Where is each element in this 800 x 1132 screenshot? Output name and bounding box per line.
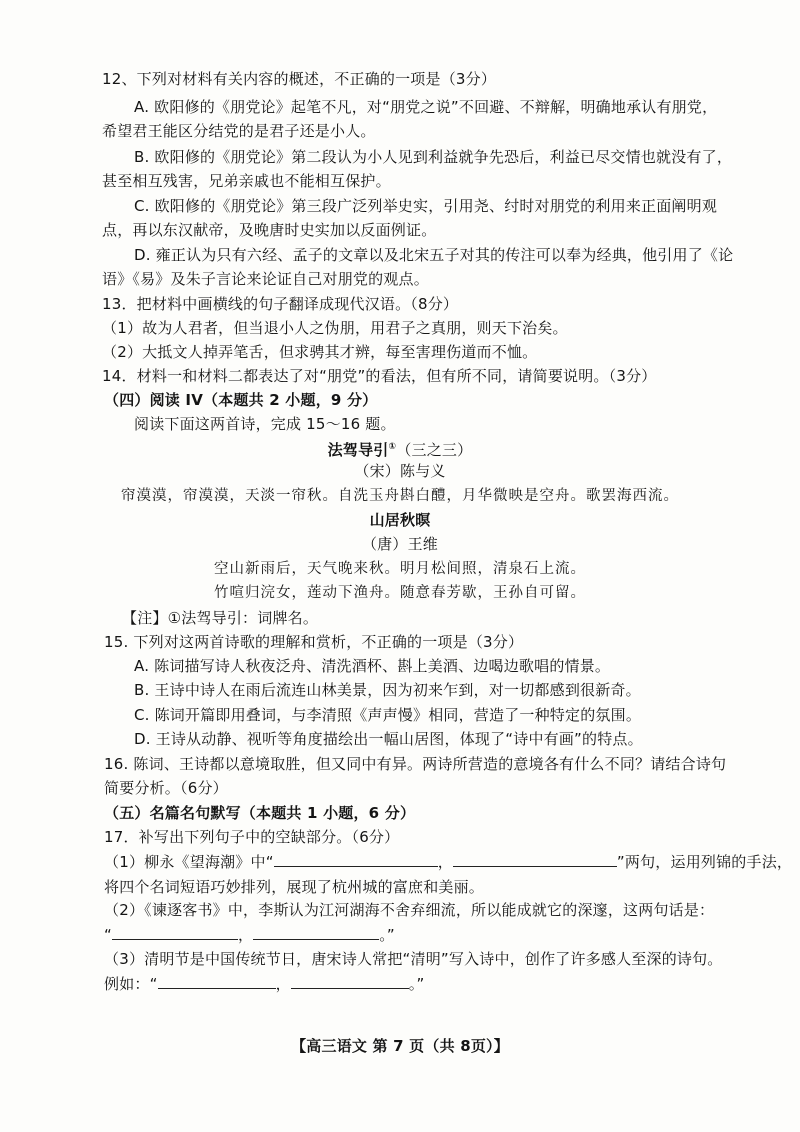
q17-stem: 17．补写出下列句子中的空缺部分。（6分）: [104, 828, 400, 846]
poem1-subtitle: （三之三）: [396, 441, 473, 459]
q16-line-1: 16. 陈词、王诗都以意境取胜，但又同中有异。两诗所营造的意境各有什么不同？请结合诗句: [104, 755, 727, 773]
q17-part2-comma: ，: [237, 926, 254, 944]
q17-part3-blank-2[interactable]: [291, 974, 409, 989]
q17-part2-line1: （2）《谏逐客书》中，李斯认为江河湖海不舍弃细流，所以能成就它的深邃，这两句话是：: [104, 901, 715, 919]
q15-option-d: D. 王诗从动静、视听等角度描绘出一幅山居图，体现了“诗中有画”的特点。: [134, 730, 643, 748]
q12-option-d-line2: 语》《易》及朱子言论来论证自己对朋党的观点。: [102, 270, 429, 288]
q17-part2-open-quote: “: [104, 926, 112, 944]
q15-stem: 15. 下列对这两首诗歌的理解和赏析，不正确的一项是（3分）: [104, 633, 524, 651]
q17-part3-comma: ，: [275, 975, 291, 993]
q13-stem: 13．把材料中画横线的句子翻译成现代汉语。（8分）: [102, 295, 459, 313]
q12-option-b-line2: 甚至相互残害，兄弟亲戚也不能相互保护。: [102, 172, 391, 190]
q13-sentence-2: （2）大抵文人掉弄笔舌，但求骋其才辨，每至害理伤道而不恤。: [102, 343, 538, 361]
q14-stem: 14．材料一和材料二都表达了对“朋党”的看法，但有所不同，请简要说明。（3分）: [102, 367, 657, 385]
q15-option-c: C. 陈词开篇即用叠词，与李清照《声声慢》相同，营造了一种特定的氛围。: [134, 706, 642, 724]
q17-part3-line2: [104, 974, 424, 994]
q15-option-a: A. 陈词描写诗人秋夜泛舟、清洗酒杯、斟上美酒、边喝边歌唱的情景。: [134, 657, 611, 675]
poem2-line-2: 竹喧归浣女，莲动下渔舟。随意春芳歇，王孙自可留。: [214, 585, 586, 601]
q16-line-2: 简要分析。（6分）: [104, 779, 228, 797]
q12-option-d-line1: D. 雍正认为只有六经、孟子的文章以及北宋五子对其的传注可以奉为经典，他引用了《论: [134, 246, 734, 264]
q17-part2-blank-2[interactable]: [253, 925, 379, 940]
poem-note: 【注】①法驾导引：词牌名。: [122, 609, 319, 627]
q12-option-a-line2: 希望君王能区分结党的是君子还是小人。: [102, 122, 376, 140]
q12-option-c-line1: C. 欧阳修的《朋党论》第三段广泛列举史实，引用尧、纣时对朋党的利用来正面阐明观: [134, 197, 718, 215]
q13-sentence-1: （1）故为人君者，但当退小人之伪朋，用君子之真朋，则天下治矣。: [102, 319, 568, 337]
poem2-line-1: 空山新雨后，天气晚来秋。明月松间照，清泉石上流。: [214, 561, 586, 577]
poem1-note-mark: ①: [388, 442, 397, 452]
q17-part1-blank-1[interactable]: [274, 852, 438, 867]
q17-part3-close: 。”: [408, 975, 425, 993]
poem1-author: （宋）陈与义: [354, 462, 446, 480]
q17-part1-blank-2[interactable]: [453, 852, 617, 867]
q17-part1-line1: [104, 852, 792, 872]
q17-part1-suffix: ”两句，运用列锦的手法，: [616, 853, 793, 871]
q12-option-a-line1: A. 欧阳修的《朋党论》起笔不凡，对“朋党之说”不回避、不辩解，明确地承认有朋党，: [134, 98, 718, 116]
q17-part3-blank-1[interactable]: [158, 974, 276, 989]
poem1-title-line: [0, 437, 800, 460]
section4-heading: （四）阅读 IV（本题共 2 小题，9 分）: [104, 391, 378, 409]
poem1-text: 帘漠漠，帘漠漠，天淡一帘秋。自洗玉舟斟白醴，月华微映是空舟。歌罢海西流。: [121, 488, 679, 504]
q17-part3-prefix: 例如：“: [104, 975, 158, 993]
q17-part2-close: 。”: [379, 926, 395, 944]
q17-part1-line2: 将四个名词短语巧妙排列，展现了杭州城的富庶和美丽。: [104, 878, 485, 896]
q17-part2-blank-1[interactable]: [112, 925, 238, 940]
q17-part1-prefix: （1）柳永《望海潮》中“: [104, 853, 274, 871]
section4-intro: 阅读下面这两首诗，完成 15～16 题。: [134, 415, 396, 433]
poem1-title: 法驾导引: [327, 441, 389, 459]
q12-stem: 12、下列对材料有关内容的概述，不正确的一项是（3分）: [102, 70, 497, 88]
page-footer: 【高三语文 第 7 页（共 8页）】: [291, 1037, 509, 1055]
q12-option-b-line1: B. 欧阳修的《朋党论》第二段认为小人见到利益就争先恐后，利益已尽交情也就没有了，: [134, 148, 733, 166]
section5-heading: （五）名篇名句默写（本题共 1 小题，6 分）: [104, 804, 416, 822]
poem2-title: 山居秋暝: [369, 511, 431, 529]
q15-option-b: B. 王诗中诗人在雨后流连山林美景，因为初来乍到，对一切都感到很新奇。: [134, 681, 641, 699]
q12-option-c-line2: 点，再以东汉献帝，及晚唐时史实加以反面例证。: [102, 221, 437, 239]
q17-part1-comma: ，: [437, 853, 453, 871]
q17-part2-line2: [104, 925, 395, 945]
poem2-author: （唐）王维: [361, 535, 438, 553]
q17-part3-line1: （3）清明节是中国传统节日，唐宋诗人常把“清明”写入诗中，创作了许多感人至深的诗句。: [104, 950, 723, 968]
